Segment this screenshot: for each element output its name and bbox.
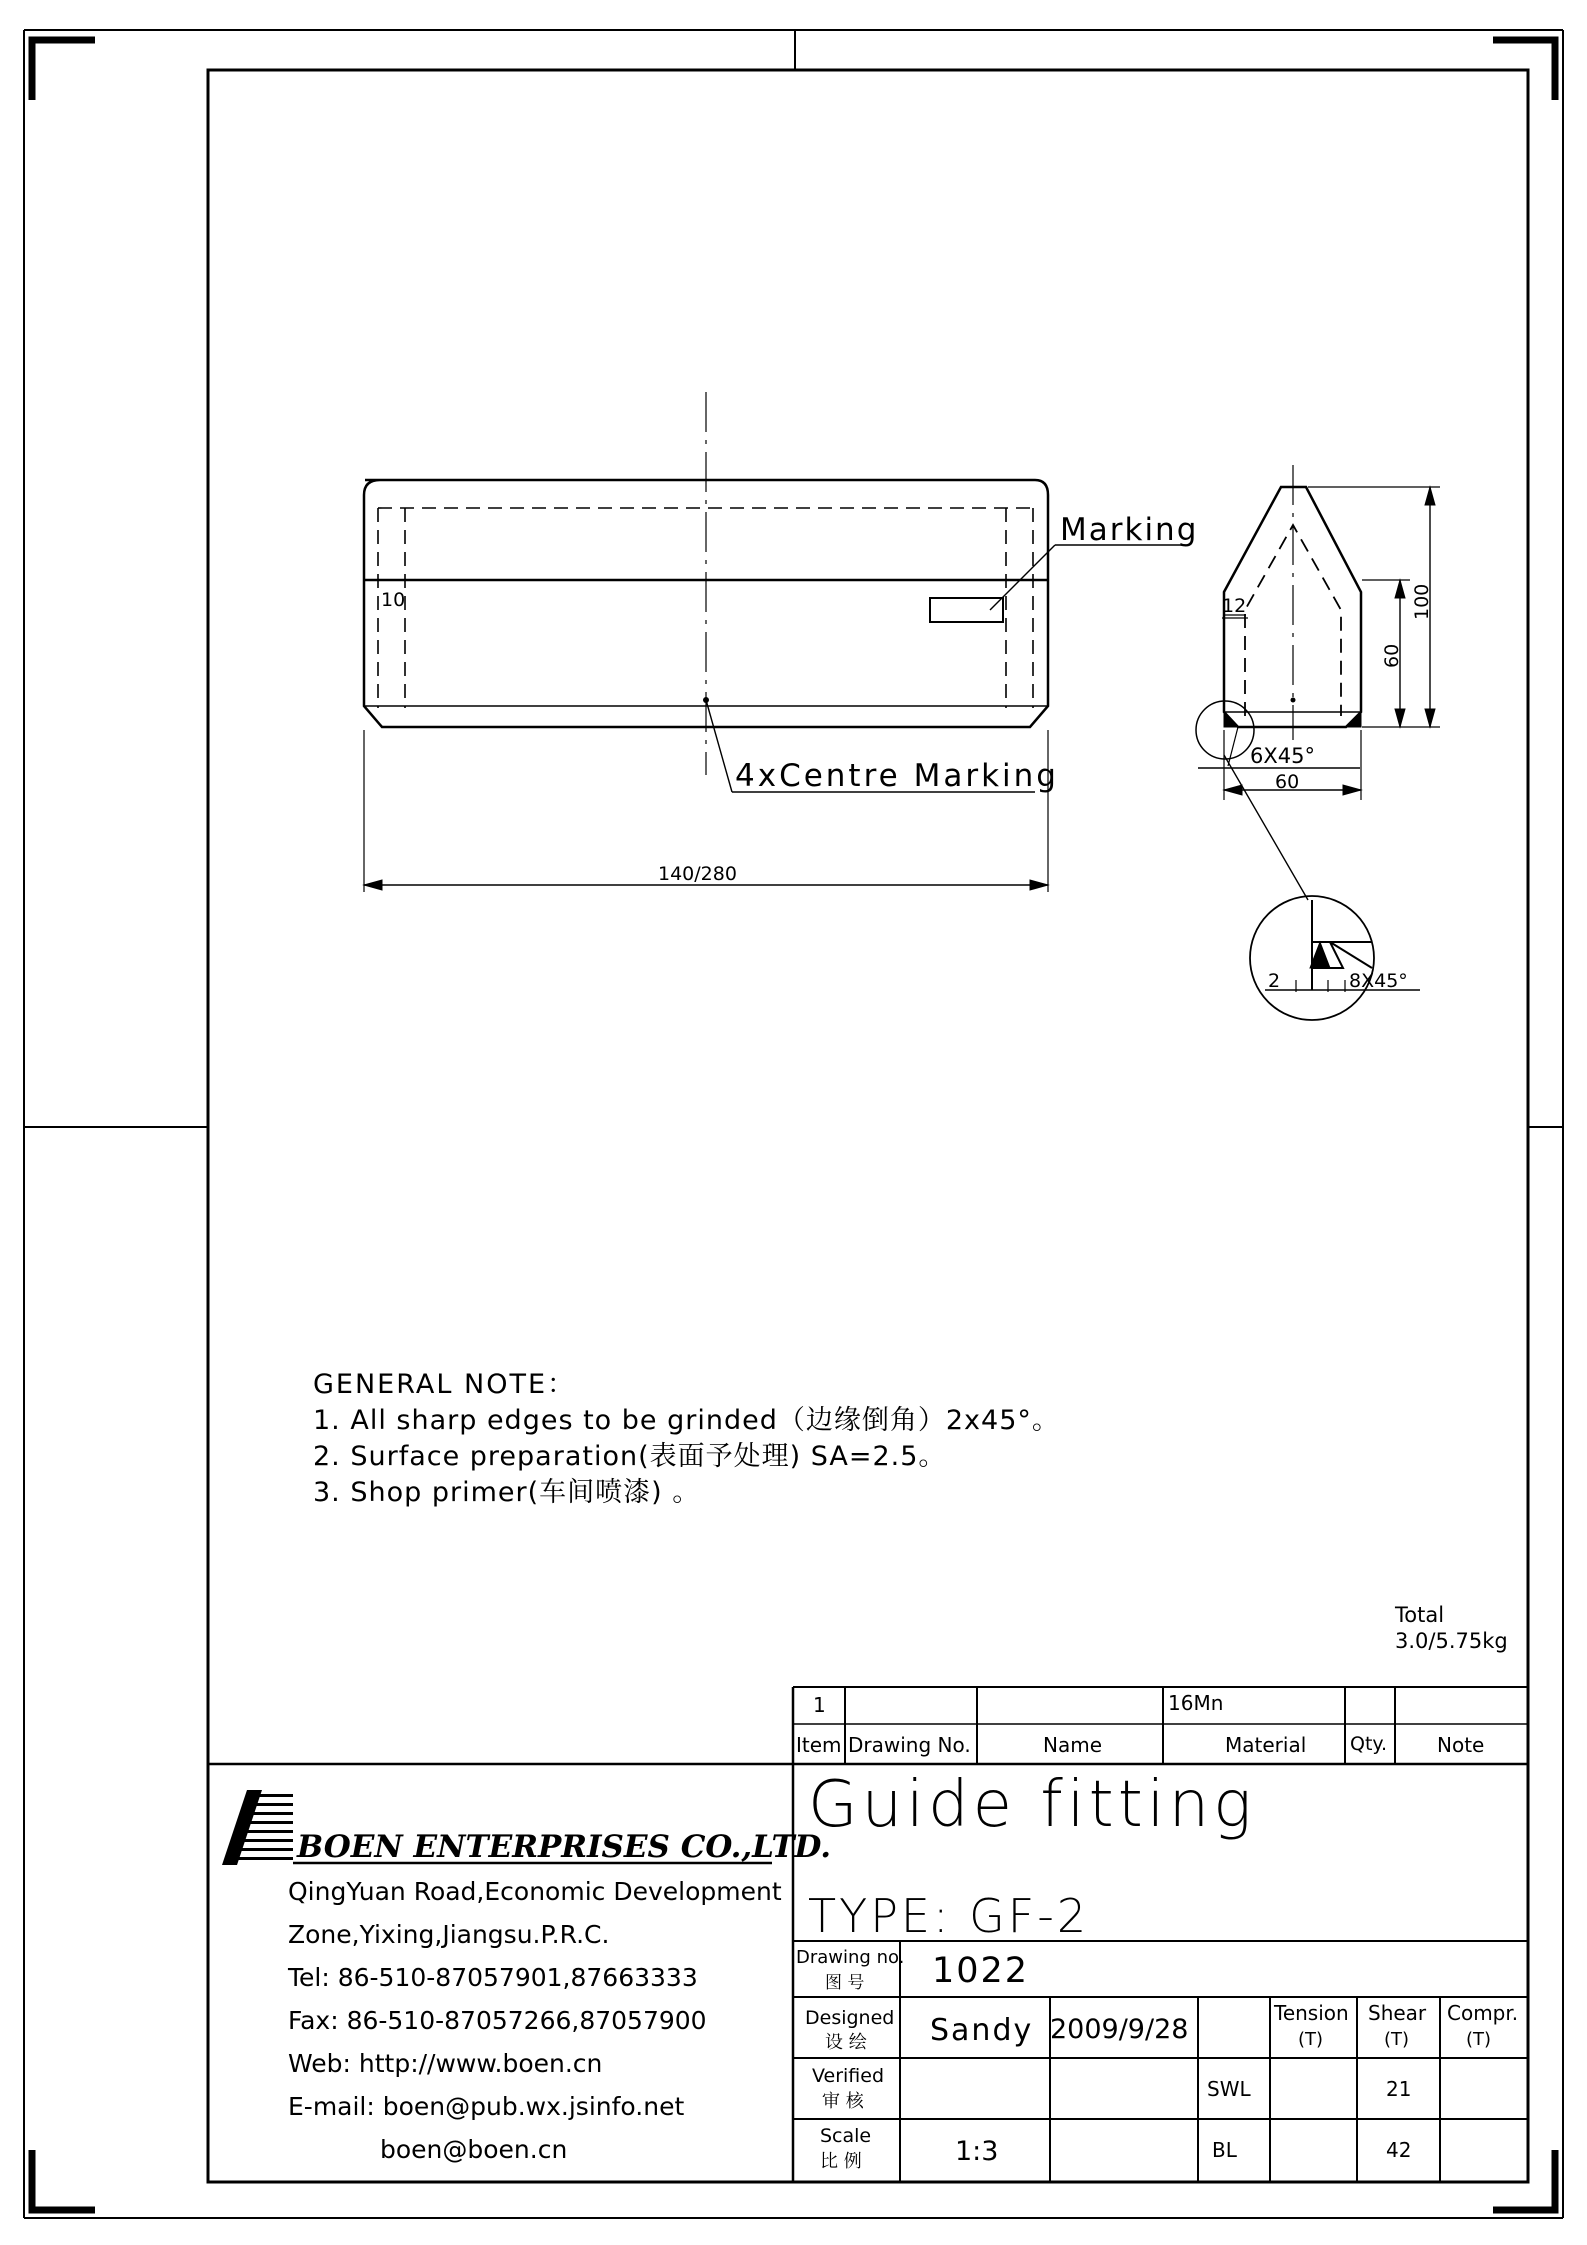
notes-heading: GENERAL NOTE： xyxy=(313,1369,577,1400)
company-tel: Tel: 86-510-87057901,87663333 xyxy=(288,1963,698,1992)
bom-header-drawing-no: Drawing No. xyxy=(848,1733,971,1757)
title-block xyxy=(793,1941,1528,2182)
company-address-1: QingYuan Road,Economic Development xyxy=(288,1877,782,1906)
drawing-no-label: Drawing no. xyxy=(796,1947,905,1968)
height-inner-dim: 60 xyxy=(1381,643,1403,668)
company-email-1: E-mail: boen@pub.wx.jsinfo.net xyxy=(288,2092,685,2121)
drawing-type: TYPE: GF-2 xyxy=(808,1889,1090,1943)
designed-label-cn: 设 绘 xyxy=(825,2032,867,2053)
total-value: 3.0/5.75kg xyxy=(1395,1629,1508,1653)
bom-header-note: Note xyxy=(1437,1733,1485,1757)
bom-header-qty: Qty. xyxy=(1350,1733,1387,1755)
note-item-2: 2. Surface preparation(表面予处理) SA=2.5。 xyxy=(313,1441,947,1472)
swl-shear-value: 21 xyxy=(1386,2077,1412,2101)
marking-label: Marking xyxy=(1060,512,1199,548)
swl-label: SWL xyxy=(1207,2077,1251,2101)
thickness-dim: 12 xyxy=(1222,595,1247,617)
designer-value: Sandy xyxy=(930,2013,1034,2048)
side-view xyxy=(1196,465,1440,900)
compr-unit: (T) xyxy=(1466,2029,1492,2050)
company-web: Web: http://www.boen.cn xyxy=(288,2049,603,2078)
bom-header-item: Item xyxy=(796,1733,842,1757)
bom-material-value: 16Mn xyxy=(1168,1691,1224,1715)
tension-unit: (T) xyxy=(1298,2029,1324,2050)
detail-view xyxy=(1250,896,1420,1020)
drawing-no-label-cn: 图 号 xyxy=(825,1973,865,1993)
designed-label: Designed xyxy=(805,2007,895,2029)
drawing-no-value: 1022 xyxy=(932,1951,1030,1991)
verified-label: Verified xyxy=(812,2065,885,2087)
drawing-title: Guide fitting xyxy=(808,1768,1256,1842)
shear-unit: (T) xyxy=(1384,2029,1410,2050)
bl-shear-value: 42 xyxy=(1386,2138,1412,2162)
centre-marking-label: 4xCentre Marking xyxy=(735,758,1059,794)
bom-header-name: Name xyxy=(1043,1733,1103,1757)
tension-label: Tension xyxy=(1274,2001,1349,2025)
note-item-3: 3. Shop primer(车间喷漆) 。 xyxy=(313,1477,701,1508)
company-fax: Fax: 86-510-87057266,87057900 xyxy=(288,2006,707,2035)
bom-header-material: Material xyxy=(1225,1733,1307,1757)
company-email-2: boen@boen.cn xyxy=(380,2135,568,2164)
bom-item-value: 1 xyxy=(813,1693,826,1717)
marking-plate xyxy=(930,598,1003,622)
note-item-1: 1. All sharp edges to be grinded（边缘倒角）2x45°。 xyxy=(313,1405,1060,1436)
bl-label: BL xyxy=(1212,2138,1237,2162)
scale-label-cn: 比 例 xyxy=(820,2151,862,2172)
width-dim: 60 xyxy=(1275,771,1300,793)
scale-label: Scale xyxy=(820,2125,872,2147)
detail-left-dim: 2 xyxy=(1268,970,1281,992)
company-name: BOEN ENTERPRISES CO.,LTD. xyxy=(297,1829,832,1865)
drawing-border xyxy=(208,70,1528,2182)
compr-label: Compr. xyxy=(1447,2001,1519,2025)
company-address-2: Zone,Yixing,Jiangsu.P.R.C. xyxy=(288,1920,610,1949)
length-dim: 140/280 xyxy=(658,863,737,885)
inner-dim-10: 10 xyxy=(381,589,406,611)
height-total-dim: 100 xyxy=(1411,583,1433,620)
verified-label-cn: 审 核 xyxy=(822,2091,864,2112)
scale-value: 1:3 xyxy=(955,2136,999,2167)
shear-label: Shear xyxy=(1368,2001,1427,2025)
total-label: Total xyxy=(1395,1603,1445,1627)
chamfer-dim-side: 6X45° xyxy=(1250,744,1315,768)
detail-chamfer-dim: 8X45° xyxy=(1349,970,1408,992)
front-view xyxy=(364,392,1185,892)
design-date: 2009/9/28 xyxy=(1050,2014,1189,2045)
